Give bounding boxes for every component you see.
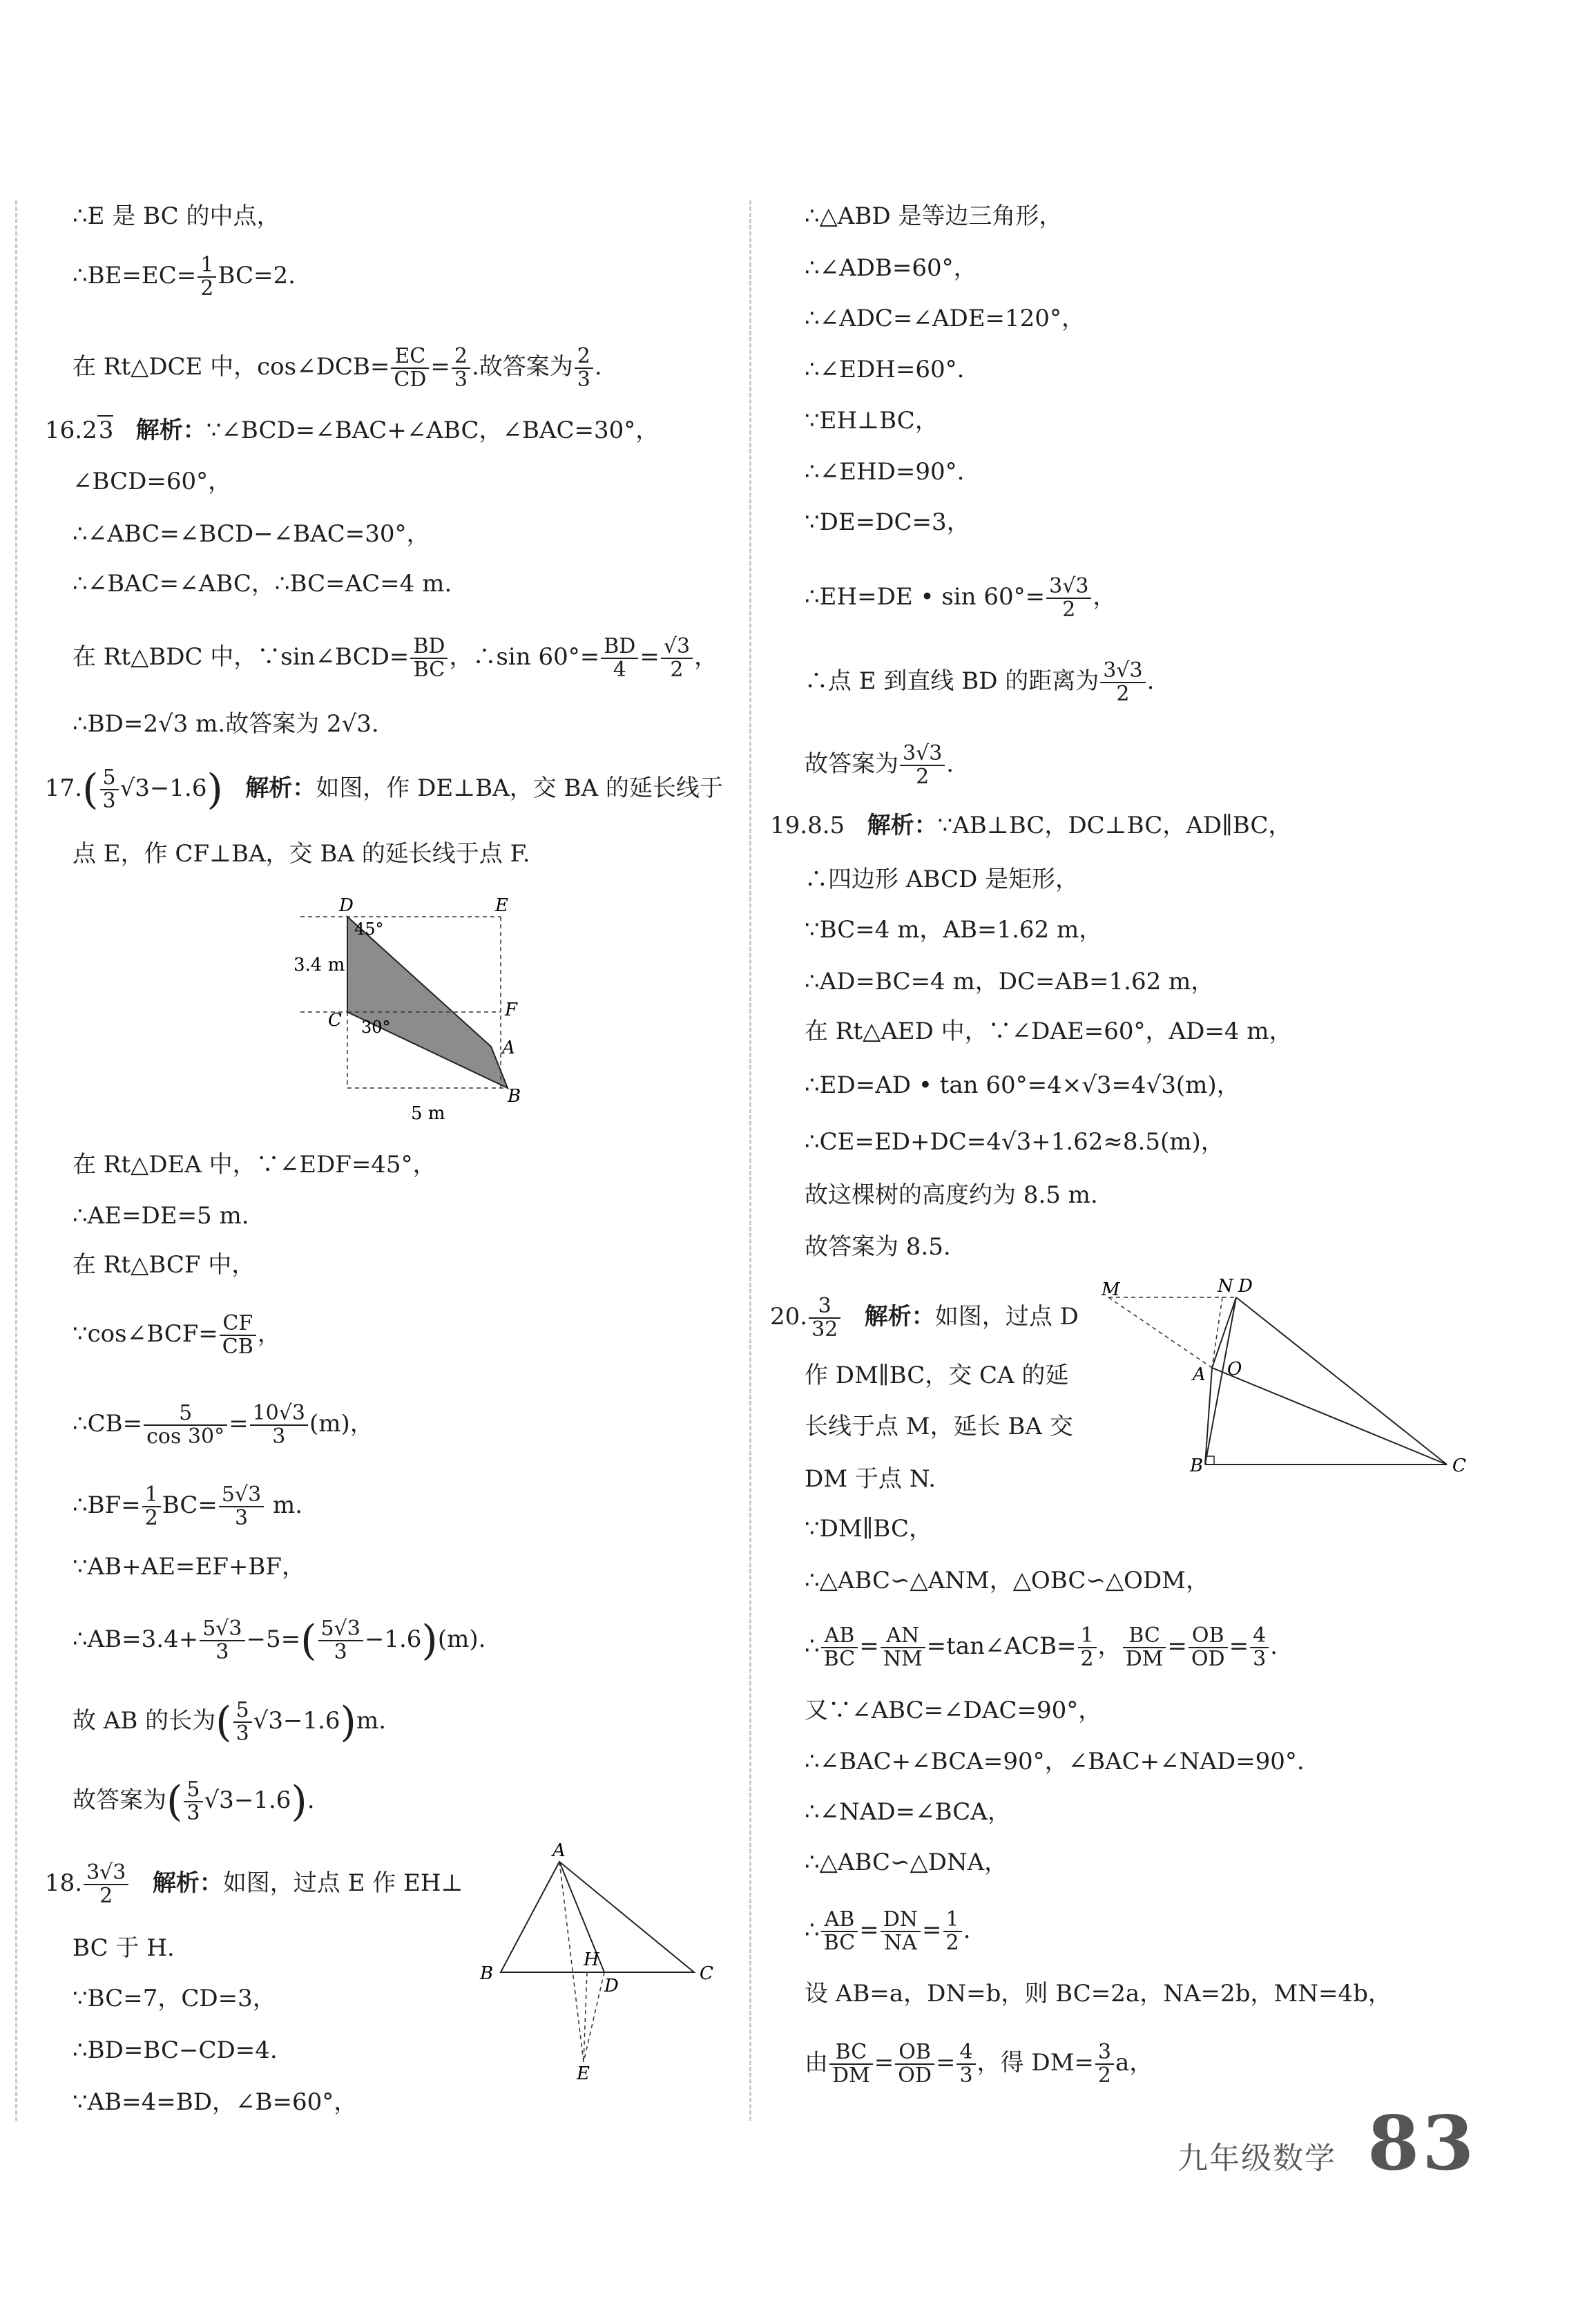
text-line: 故 AB 的长为( $\frac{5}{3}$ √3−1.6)m. [73, 1698, 387, 1746]
question-20: 20. $\frac{3}{32}$ 解析：如图，过点 D [770, 1294, 1079, 1342]
footer-grade-label: 九年级数学 [1177, 2141, 1336, 2176]
fig20-label-C: C [1452, 1456, 1466, 1476]
text-line: ∴四边形 ABCD 是矩形， [805, 866, 1079, 893]
text-line: 在 Rt△BCF 中， [73, 1251, 256, 1279]
text-line: 在 Rt△BDC 中，∵sin∠BCD= $\frac{BD}{BC}$ ，∴sin 60°= $\frac{BD}{4}$ = $\frac{√3}{2}$ ， [73, 634, 718, 682]
text-line: ∴AD=BC=4 m，DC=AB=1.62 m， [805, 968, 1215, 995]
text-line: ∴△ABD 是等边三角形， [805, 202, 1063, 230]
fig18-label-A: A [552, 1840, 566, 1861]
text-line: ∠BCD=60°， [73, 468, 232, 495]
text-line: ∵BC=7，CD=3， [73, 1985, 276, 2012]
text-line: 故答案为 8.5. [805, 1233, 951, 1261]
text-line: 故答案为 $\frac{3√3}{2}$ . [805, 741, 954, 789]
text-line: ∴∠BAC=∠ABC，∴BC=AC=4 m. [73, 570, 452, 598]
fig17-label-C: C [328, 1010, 342, 1031]
fig17-angle-45: 45° [354, 919, 384, 939]
text-line: ∴∠BAC+∠BCA=90°，∠BAC+∠NAD=90°. [805, 1748, 1305, 1775]
fig18-label-H: H [584, 1949, 599, 1970]
text-line: 在 Rt△DEA 中，∵∠EDF=45°， [73, 1151, 436, 1179]
question-17: 17.( $\frac{5}{3}$ √3−1.6) 解析：如图，作 DE⊥BA，交 BA 的延长线于 [45, 765, 723, 814]
text-line: BC 于 H. [73, 1934, 175, 1962]
fig18-label-D: D [604, 1976, 619, 1996]
fig17-height-label: 3.4 m [294, 955, 345, 975]
text-line: ∵DM∥BC， [805, 1515, 933, 1543]
text-line: ∴BE=EC= $\frac{1}{2}$ BC=2. [73, 253, 296, 301]
text-line: 又∵∠ABC=∠DAC=90°， [805, 1697, 1102, 1724]
column-divider [749, 200, 751, 2121]
question-18: 18. $\frac{3√3}{2}$ 解析：如图，过点 E 作 EH⊥ [45, 1860, 463, 1908]
fig20-label-N: N [1218, 1276, 1233, 1297]
text-line: ∴CE=ED+DC=4√3+1.62≈8.5(m)， [805, 1128, 1224, 1156]
text-line: DM 于点 N. [805, 1465, 936, 1493]
question-16: 16.23 解析：∵∠BCD=∠BAC+∠ABC，∠BAC=30°， [45, 417, 660, 444]
text-line: 在 Rt△DCE 中，cos∠DCB= $\frac{EC}{CD}$ = $\frac{2}{3}$ .故答案为 $\frac{2}{3}$ . [73, 344, 602, 392]
fig20-label-B: B [1190, 1456, 1204, 1476]
fig20-label-M: M [1102, 1279, 1120, 1300]
text-line: ∵AB=4=BD，∠B=60°， [73, 2088, 358, 2116]
text-line: ∴点 E 到直线 BD 的距离为 $\frac{3√3}{2}$ . [805, 658, 1155, 706]
figure-20 [1102, 1278, 1488, 1485]
left-margin-dash [15, 200, 17, 2121]
shaded-region [347, 917, 508, 1088]
text-line: ∴△ABC∽△DNA， [805, 1849, 1008, 1876]
text-line: ∴∠ADB=60°， [805, 254, 977, 282]
fig17-label-D: D [339, 895, 354, 916]
fig17-width-label: 5 m [411, 1103, 445, 1124]
text-line: 作 DM∥BC，交 CA 的延 [805, 1362, 1069, 1389]
text-line: ∴ED=AD • tan 60°=4×√3=4√3(m)， [805, 1071, 1240, 1099]
fig18-label-E: E [577, 2063, 590, 2084]
text-line: 在 Rt△AED 中，∵∠DAE=60°，AD=4 m， [805, 1018, 1293, 1045]
text-line: 长线于点 M，延长 BA 交 [805, 1413, 1073, 1440]
text-line: ∴ $\frac{AB}{BC}$ = $\frac{DN}{NA}$ = $\frac{1}{2}$ . [805, 1907, 971, 1955]
text-line: ∴ $\frac{AB}{BC}$ = $\frac{AN}{NM}$ =tan∠ACB= $\frac{1}{2}$ ， $\frac{BC}{DM}$ = $\frac{OB}{OD}$ = $\frac{4}{3}$ . [805, 1623, 1278, 1671]
text-line: 故这棵树的高度约为 8.5 m. [805, 1181, 1098, 1209]
fig17-label-E: E [495, 895, 508, 916]
fig20-label-A: A [1193, 1364, 1206, 1385]
page-number: 83 [1367, 2100, 1477, 2187]
text-line: 点 E，作 CF⊥BA，交 BA 的延长线于点 F. [73, 840, 530, 868]
text-line: ∴△ABC∽△ANM，△OBC∽△ODM， [805, 1567, 1209, 1594]
text-line: ∴BD=BC−CD=4. [73, 2036, 278, 2064]
text-line: 由 $\frac{BC}{DM}$ = $\frac{OB}{OD}$ = $\frac{4}{3}$ ，得 DM= $\frac{3}{2}$ a， [805, 2040, 1153, 2088]
text-line: 故答案为( $\frac{5}{3}$ √3−1.6). [73, 1777, 315, 1826]
figure-18 [473, 1841, 735, 2083]
fig17-label-B: B [508, 1086, 521, 1107]
text-line: ∵EH⊥BC， [805, 407, 939, 435]
text-line: ∴AB=3.4+ $\frac{5√3}{3}$ −5=( $\frac{5√3}{3}$ −1.6)(m). [73, 1616, 486, 1665]
text-line: ∴∠EHD=90°. [805, 458, 965, 486]
fig20-label-D: D [1238, 1276, 1253, 1297]
text-line: ∵DE=DC=3， [805, 508, 970, 536]
question-19: 19.8.5 解析：∵AB⊥BC，DC⊥BC，AD∥BC， [770, 812, 1292, 839]
text-line: ∴AE=DE=5 m. [73, 1202, 249, 1230]
text-line: ∴BD=2√3 m.故答案为 2√3. [73, 710, 379, 738]
text-line: ∵BC=4 m，AB=1.62 m， [805, 916, 1103, 944]
figure-17 [294, 888, 590, 1133]
fig18-label-C: C [700, 1963, 713, 1984]
fig17-label-F: F [505, 1000, 518, 1020]
fig17-label-A: A [502, 1038, 515, 1058]
text-line: ∴EH=DE • sin 60°= $\frac{3√3}{2}$ ， [805, 574, 1117, 622]
text-line: 设 AB=a，DN=b，则 BC=2a，NA=2b，MN=4b， [805, 1980, 1392, 2007]
text-line: ∴∠ABC=∠BCD−∠BAC=30°， [73, 520, 430, 548]
text-line: ∴∠NAD=∠BCA， [805, 1798, 1011, 1826]
text-line: ∴∠ADC=∠ADE=120°， [805, 305, 1085, 332]
fig17-angle-30: 30° [361, 1018, 391, 1037]
text-line: ∵AB+AE=EF+BF， [73, 1553, 305, 1581]
text-line: ∴E 是 BC 的中点， [73, 202, 280, 230]
text-line: ∵cos∠BCF= $\frac{CF}{CB}$ ， [73, 1311, 281, 1359]
fig18-label-B: B [480, 1963, 494, 1984]
text-line: ∴CB= $\frac{5}{\cos 30^\circ}$ = $\frac{10√3}{3}$ (m)， [73, 1401, 374, 1449]
text-line: ∴∠EDH=60°. [805, 356, 965, 383]
text-line: ∴BF= $\frac{1}{2}$ BC= $\frac{5√3}{3}$ m. [73, 1482, 303, 1530]
fig20-label-O: O [1227, 1359, 1242, 1380]
